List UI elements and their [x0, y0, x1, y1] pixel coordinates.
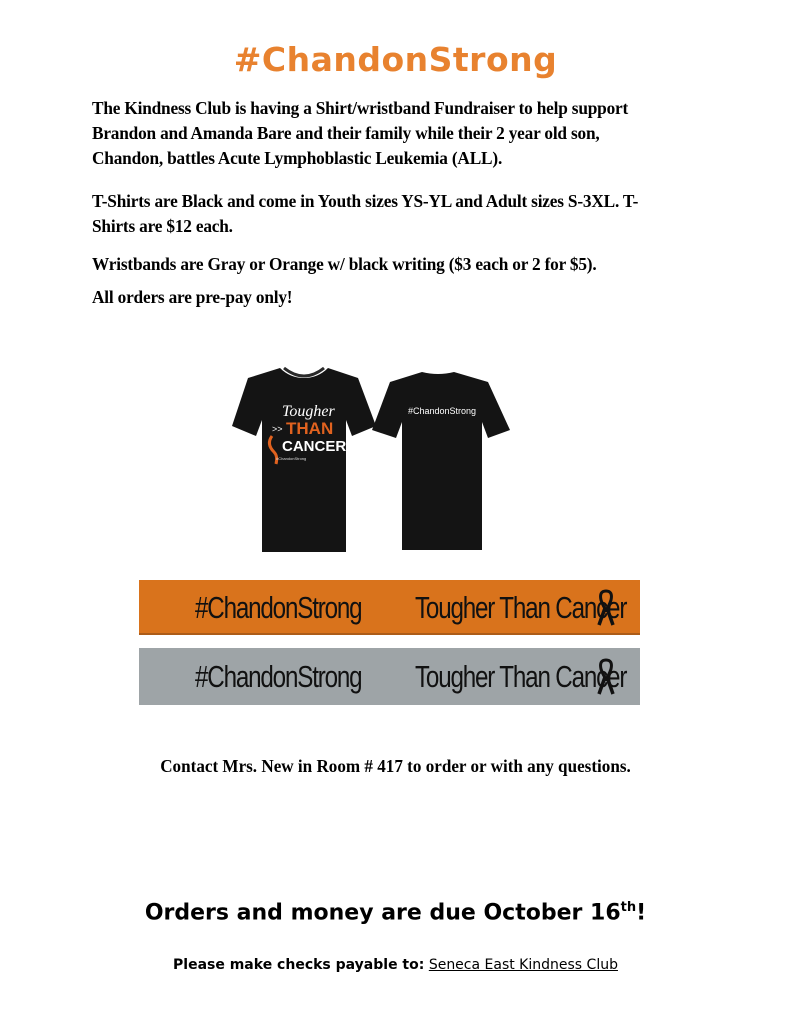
shirt-back-text: #ChandonStrong [407, 406, 477, 416]
awareness-ribbon-icon [597, 657, 615, 697]
page-title: #ChandonStrong [233, 40, 558, 79]
svg-text:>>: >> [272, 424, 283, 434]
checks-payable [0, 957, 791, 973]
checks-label: Please make checks payable to: [173, 957, 425, 973]
tshirt-info-paragraph: T-Shirts are Black and come in Youth sizes YS-YL and Adult sizes S-3XL. T-Shirts are $12 each. [92, 191, 639, 236]
tshirt-photo [206, 360, 522, 560]
wristband-gray [139, 648, 640, 705]
due-date-notice [0, 900, 791, 925]
due-text: Orders and money are due October 16 [144, 900, 621, 926]
wristband-gray-hashtag: #ChandonStrong [195, 658, 362, 694]
wristband-orange-hashtag: #ChandonStrong [195, 589, 362, 625]
wristband-orange [139, 580, 640, 635]
intro-paragraph: The Kindness Club is having a Shirt/wristband Fundraiser to help support Brandon and Amanda Bare and their family while their 2 year old son, Chandon, battles Acute Lymphoblastic Leukemia (ALL). [92, 98, 629, 168]
due-end: ! [636, 900, 647, 926]
tshirt-back [372, 372, 510, 550]
prepay-notice: All orders are pre-pay only! [92, 287, 293, 307]
tshirt-front [232, 368, 376, 552]
awareness-ribbon-icon [597, 588, 615, 628]
wristband-info-paragraph: Wristbands are Gray or Orange w/ black writing ($3 each or 2 for $5). [92, 254, 597, 274]
shirt-front-line2: THAN [286, 419, 334, 438]
wristband-gray-slogan: Tougher Than Cancer [415, 658, 627, 694]
shirt-front-line1: Tougher [282, 403, 335, 420]
checks-payee: Seneca East Kindness Club [428, 957, 618, 973]
wristband-orange-slogan: Tougher Than Cancer [415, 589, 627, 625]
shirt-front-line3: CANCER [282, 438, 347, 455]
shirt-front-tagline: #ChandonStrong [276, 456, 307, 461]
contact-info: Contact Mrs. New in Room # 417 to order or with any questions. [160, 756, 631, 776]
due-suffix: th [620, 900, 637, 915]
